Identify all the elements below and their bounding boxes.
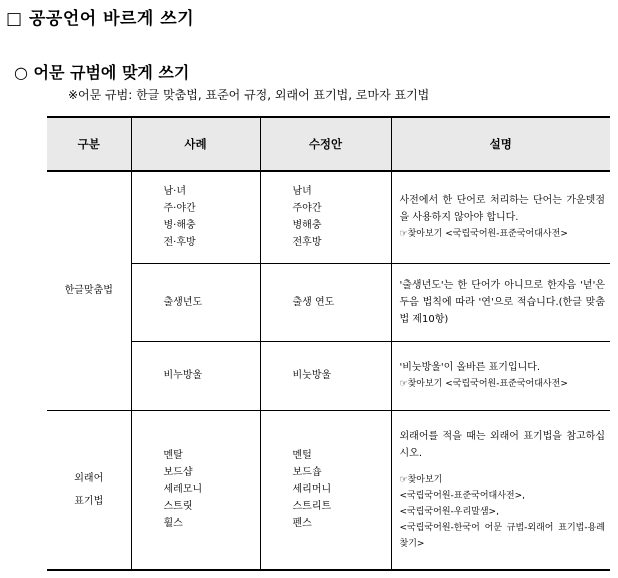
- norms-table: [47, 116, 610, 571]
- reference-text: <국립국어원-한국어 어문 규범-외래어 표기법-용례 찾기>: [399, 522, 605, 549]
- explanation-text: 외래어를 적을 때는 외래어 표기법을 참고하십시오.: [399, 430, 605, 459]
- table-row: [47, 341, 610, 410]
- explanation-cell: [391, 410, 610, 570]
- correction-item: 출생 연도: [292, 296, 335, 308]
- category-cell: 외래어 표기법: [47, 410, 131, 570]
- correction-cell: [260, 171, 391, 263]
- reference-text: <국립국어원-표준국어대사전>,: [399, 490, 526, 501]
- correction-item: 스트리트: [292, 501, 332, 513]
- example-item: 병·해충: [163, 220, 196, 232]
- table-row: [47, 171, 610, 263]
- correction-item: 펜스: [292, 518, 312, 530]
- norms-note: ※어문 규범: 한글 맞춤법, 표준어 규정, 외래어 표기법, 로마자 표기법: [68, 88, 430, 102]
- explanation-cell: [391, 263, 610, 341]
- example-item: 휠스: [163, 518, 183, 530]
- correction-cell: [260, 263, 391, 341]
- example-cell: [131, 171, 260, 263]
- explanation-cell: [391, 341, 610, 410]
- header-explanation: 설명: [391, 117, 610, 171]
- example-item: 주·야간: [163, 203, 196, 215]
- example-item: 보드샵: [163, 467, 193, 479]
- header-category: 구분: [47, 117, 131, 171]
- explanation-text: 사전에서 한 단어로 처리하는 단어는 가운뎃점을 사용하지 않아야 합니다.: [399, 195, 605, 224]
- category-cell: 한글맞춤법: [47, 171, 131, 410]
- page-title: □ 공공언어 바르게 쓰기: [6, 9, 195, 29]
- correction-item: 보드숍: [292, 467, 322, 479]
- example-item: 세레모니: [163, 484, 203, 496]
- example-item: 비누방울: [163, 370, 203, 381]
- example-cell: [131, 263, 260, 341]
- example-cell: [131, 410, 260, 570]
- correction-cell: [260, 341, 391, 410]
- table-row: [47, 263, 610, 341]
- correction-item: 비눗방울: [292, 370, 332, 381]
- table-row: [47, 410, 610, 570]
- explanation-text: '비눗방울'이 올바른 표기입니다.: [399, 362, 541, 373]
- correction-item: 전후방: [292, 237, 322, 249]
- example-item: 출생년도: [163, 296, 203, 308]
- example-item: 남·녀: [163, 186, 186, 198]
- header-example: 사례: [131, 117, 260, 171]
- correction-cell: [260, 410, 391, 570]
- correction-item: 주야간: [292, 203, 322, 215]
- example-item: 전·후방: [163, 237, 196, 249]
- example-item: 스트릿: [163, 501, 193, 513]
- example-cell: [131, 341, 260, 410]
- correction-item: 병해충: [292, 220, 322, 232]
- explanation-cell: [391, 171, 610, 263]
- example-item: 멘탈: [163, 450, 183, 462]
- reference-text: <국립국어원-우리말샘>,: [399, 506, 499, 517]
- reference-text: ☞찾아보기 <국립국어원-표준국어대사전>: [399, 379, 568, 389]
- header-correction: 수정안: [260, 117, 391, 171]
- table-header-row: [47, 117, 610, 171]
- explanation-text: '출생년도'는 한 단어가 아니므로 한자음 '녇'은 두음 법칙에 따라 '연'으로 적습니다.(한글 맞춤법 제10항): [399, 279, 605, 325]
- correction-item: 세리머니: [292, 484, 332, 496]
- section-heading: ○ 어문 규범에 맞게 쓰기: [14, 63, 190, 82]
- correction-item: 남녀: [292, 186, 312, 198]
- reference-text: ☞찾아보기: [399, 474, 443, 485]
- reference-text: ☞찾아보기 <국립국어원-표준국어대사전>: [399, 229, 568, 240]
- correction-item: 멘털: [292, 450, 312, 462]
